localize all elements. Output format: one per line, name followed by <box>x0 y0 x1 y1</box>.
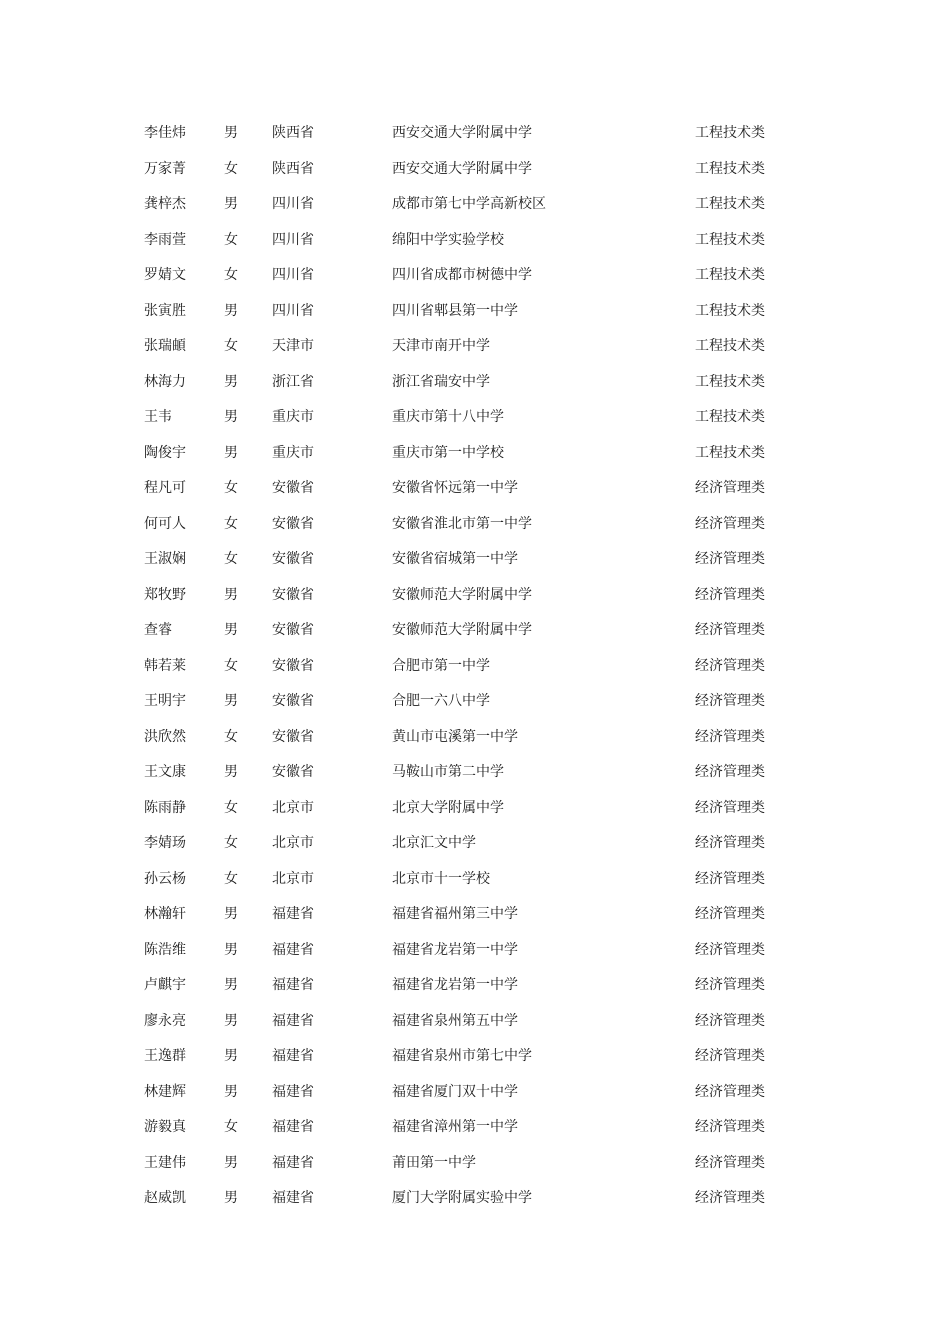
student-category: 工程技术类 <box>695 125 765 141</box>
student-gender: 男 <box>224 622 238 638</box>
student-school: 合肥一六八中学 <box>392 693 490 709</box>
student-category: 工程技术类 <box>695 302 765 319</box>
student-name: 廖永亮 <box>144 1012 186 1029</box>
student-name: 赵威凯 <box>144 1190 186 1206</box>
student-gender: 男 <box>224 1012 238 1029</box>
student-school: 莆田第一中学 <box>392 1154 476 1171</box>
student-gender: 女 <box>224 231 238 248</box>
student-school: 马鞍山市第二中学 <box>392 764 504 780</box>
student-name: 孙云杨 <box>144 870 186 887</box>
student-category: 经济管理类 <box>695 1119 765 1135</box>
student-name: 李佳炜 <box>144 125 186 141</box>
student-gender: 女 <box>224 551 238 567</box>
student-gender: 男 <box>224 1154 238 1171</box>
student-category: 工程技术类 <box>695 409 765 425</box>
student-gender: 女 <box>224 160 238 177</box>
student-name: 龚梓杰 <box>144 196 186 212</box>
table-row <box>0 578 950 614</box>
table-row <box>0 1004 950 1040</box>
table-row <box>0 365 950 401</box>
student-name: 陈雨静 <box>144 799 186 816</box>
student-school: 安徽省淮北市第一中学 <box>392 515 532 532</box>
table-row <box>0 223 950 259</box>
student-school: 四川省成都市树德中学 <box>392 267 532 283</box>
student-gender: 男 <box>224 373 238 390</box>
student-gender: 男 <box>224 764 238 780</box>
student-province: 四川省 <box>272 302 314 319</box>
student-province: 重庆市 <box>272 409 314 425</box>
student-category: 经济管理类 <box>695 622 765 638</box>
student-category: 经济管理类 <box>695 551 765 567</box>
student-province: 北京市 <box>272 835 314 851</box>
table-row <box>0 258 950 294</box>
student-gender: 男 <box>224 977 238 993</box>
student-gender: 女 <box>224 267 238 283</box>
student-school: 西安交通大学附属中学 <box>392 125 532 141</box>
student-name: 何可人 <box>144 515 186 532</box>
student-category: 经济管理类 <box>695 870 765 887</box>
student-province: 浙江省 <box>272 373 314 390</box>
student-province: 福建省 <box>272 941 314 958</box>
table-row <box>0 116 950 152</box>
student-category: 经济管理类 <box>695 586 765 603</box>
student-school: 北京市十一学校 <box>392 870 490 887</box>
student-name: 王淑娴 <box>144 551 186 567</box>
student-category: 工程技术类 <box>695 338 765 354</box>
table-row <box>0 471 950 507</box>
student-school: 福建省厦门双十中学 <box>392 1083 518 1100</box>
student-gender: 女 <box>224 835 238 851</box>
student-name: 罗婧文 <box>144 267 186 283</box>
student-name: 王逸群 <box>144 1048 186 1064</box>
student-name: 洪欣然 <box>144 728 186 745</box>
table-row <box>0 897 950 933</box>
student-gender: 女 <box>224 799 238 816</box>
student-province: 陕西省 <box>272 160 314 177</box>
student-province: 安徽省 <box>272 728 314 745</box>
student-province: 重庆市 <box>272 444 314 461</box>
student-gender: 女 <box>224 870 238 887</box>
table-row <box>0 1039 950 1075</box>
student-province: 安徽省 <box>272 586 314 603</box>
student-gender: 男 <box>224 409 238 425</box>
student-province: 福建省 <box>272 1154 314 1171</box>
student-school: 天津市南开中学 <box>392 338 490 354</box>
student-school: 厦门大学附属实验中学 <box>392 1190 532 1206</box>
student-name: 万家菁 <box>144 160 186 177</box>
student-gender: 男 <box>224 196 238 212</box>
student-gender: 男 <box>224 1048 238 1064</box>
student-school: 成都市第七中学高新校区 <box>392 196 546 212</box>
table-row <box>0 1075 950 1111</box>
student-school: 浙江省瑞安中学 <box>392 373 490 390</box>
student-category: 经济管理类 <box>695 693 765 709</box>
student-province: 安徽省 <box>272 622 314 638</box>
student-category: 工程技术类 <box>695 160 765 177</box>
student-category: 经济管理类 <box>695 835 765 851</box>
student-province: 福建省 <box>272 1190 314 1206</box>
student-gender: 男 <box>224 302 238 319</box>
student-province: 安徽省 <box>272 657 314 674</box>
student-school: 北京汇文中学 <box>392 835 476 851</box>
table-row <box>0 294 950 330</box>
student-province: 北京市 <box>272 799 314 816</box>
student-province: 福建省 <box>272 977 314 993</box>
table-row <box>0 1110 950 1146</box>
student-name: 张寅胜 <box>144 302 186 319</box>
student-province: 四川省 <box>272 267 314 283</box>
student-category: 经济管理类 <box>695 1012 765 1029</box>
student-province: 陕西省 <box>272 125 314 141</box>
student-category: 经济管理类 <box>695 1083 765 1100</box>
student-school: 福建省泉州市第七中学 <box>392 1048 532 1064</box>
student-category: 经济管理类 <box>695 799 765 816</box>
student-category: 经济管理类 <box>695 657 765 674</box>
student-gender: 男 <box>224 941 238 958</box>
student-name: 程凡可 <box>144 480 186 496</box>
student-province: 安徽省 <box>272 551 314 567</box>
student-category: 经济管理类 <box>695 941 765 958</box>
table-row <box>0 187 950 223</box>
student-gender: 女 <box>224 480 238 496</box>
student-school: 安徽师范大学附属中学 <box>392 586 532 603</box>
student-name: 游毅真 <box>144 1119 186 1135</box>
student-province: 福建省 <box>272 1048 314 1064</box>
table-row <box>0 1181 950 1217</box>
student-category: 工程技术类 <box>695 196 765 212</box>
student-name: 王明宇 <box>144 693 186 709</box>
student-category: 经济管理类 <box>695 480 765 496</box>
student-gender: 男 <box>224 125 238 141</box>
student-name: 韩若莱 <box>144 657 186 674</box>
student-school: 福建省龙岩第一中学 <box>392 977 518 993</box>
student-province: 福建省 <box>272 1083 314 1100</box>
student-province: 安徽省 <box>272 480 314 496</box>
student-category: 经济管理类 <box>695 977 765 993</box>
student-school: 重庆市第一中学校 <box>392 444 504 461</box>
student-school: 安徽省怀远第一中学 <box>392 480 518 496</box>
student-category: 经济管理类 <box>695 515 765 532</box>
student-name: 王韦 <box>144 409 172 425</box>
student-name: 王建伟 <box>144 1154 186 1171</box>
student-name: 郑牧野 <box>144 586 186 603</box>
student-school: 北京大学附属中学 <box>392 799 504 816</box>
student-name: 林海力 <box>144 373 186 390</box>
student-name: 李婧玚 <box>144 835 186 851</box>
student-school: 安徽师范大学附属中学 <box>392 622 532 638</box>
student-category: 经济管理类 <box>695 1048 765 1064</box>
student-name: 陈浩维 <box>144 941 186 958</box>
student-category: 经济管理类 <box>695 1154 765 1171</box>
student-gender: 男 <box>224 586 238 603</box>
student-school: 绵阳中学实验学校 <box>392 231 504 248</box>
table-row <box>0 684 950 720</box>
student-school: 西安交通大学附属中学 <box>392 160 532 177</box>
student-category: 经济管理类 <box>695 728 765 745</box>
student-school: 合肥市第一中学 <box>392 657 490 674</box>
student-gender: 女 <box>224 1119 238 1135</box>
student-province: 福建省 <box>272 1119 314 1135</box>
table-row <box>0 1146 950 1182</box>
student-province: 北京市 <box>272 870 314 887</box>
student-category: 工程技术类 <box>695 444 765 461</box>
student-name: 查睿 <box>144 622 172 638</box>
student-school: 黄山市屯溪第一中学 <box>392 728 518 745</box>
student-gender: 女 <box>224 657 238 674</box>
student-roster <box>0 116 950 1217</box>
student-category: 工程技术类 <box>695 267 765 283</box>
table-row <box>0 400 950 436</box>
table-row <box>0 720 950 756</box>
student-school: 安徽省宿城第一中学 <box>392 551 518 567</box>
student-gender: 女 <box>224 515 238 532</box>
table-row <box>0 542 950 578</box>
student-category: 经济管理类 <box>695 1190 765 1206</box>
student-gender: 男 <box>224 906 238 922</box>
student-school: 四川省郫县第一中学 <box>392 302 518 319</box>
table-row <box>0 329 950 365</box>
student-province: 安徽省 <box>272 693 314 709</box>
table-row <box>0 933 950 969</box>
student-gender: 男 <box>224 1190 238 1206</box>
student-school: 福建省泉州第五中学 <box>392 1012 518 1029</box>
table-row <box>0 507 950 543</box>
student-name: 林建辉 <box>144 1083 186 1100</box>
student-name: 林瀚轩 <box>144 906 186 922</box>
student-gender: 男 <box>224 444 238 461</box>
student-province: 天津市 <box>272 338 314 354</box>
student-name: 卢麒宇 <box>144 977 186 993</box>
table-row <box>0 649 950 685</box>
student-gender: 女 <box>224 338 238 354</box>
student-province: 安徽省 <box>272 515 314 532</box>
table-row <box>0 613 950 649</box>
student-province: 福建省 <box>272 906 314 922</box>
table-row <box>0 755 950 791</box>
student-gender: 女 <box>224 728 238 745</box>
student-gender: 男 <box>224 1083 238 1100</box>
table-row <box>0 791 950 827</box>
table-row <box>0 968 950 1004</box>
student-province: 福建省 <box>272 1012 314 1029</box>
student-school: 重庆市第十八中学 <box>392 409 504 425</box>
student-school: 福建省福州第三中学 <box>392 906 518 922</box>
student-name: 李雨萱 <box>144 231 186 248</box>
student-name: 王文康 <box>144 764 186 780</box>
student-category: 经济管理类 <box>695 764 765 780</box>
student-province: 四川省 <box>272 196 314 212</box>
student-gender: 男 <box>224 693 238 709</box>
student-category: 经济管理类 <box>695 906 765 922</box>
table-row <box>0 862 950 898</box>
student-province: 安徽省 <box>272 764 314 780</box>
student-school: 福建省龙岩第一中学 <box>392 941 518 958</box>
student-name: 张瑞頔 <box>144 338 186 354</box>
student-category: 工程技术类 <box>695 231 765 248</box>
student-school: 福建省漳州第一中学 <box>392 1119 518 1135</box>
table-row <box>0 436 950 472</box>
student-name: 陶俊宇 <box>144 444 186 461</box>
table-row <box>0 152 950 188</box>
student-category: 工程技术类 <box>695 373 765 390</box>
table-row <box>0 826 950 862</box>
student-province: 四川省 <box>272 231 314 248</box>
